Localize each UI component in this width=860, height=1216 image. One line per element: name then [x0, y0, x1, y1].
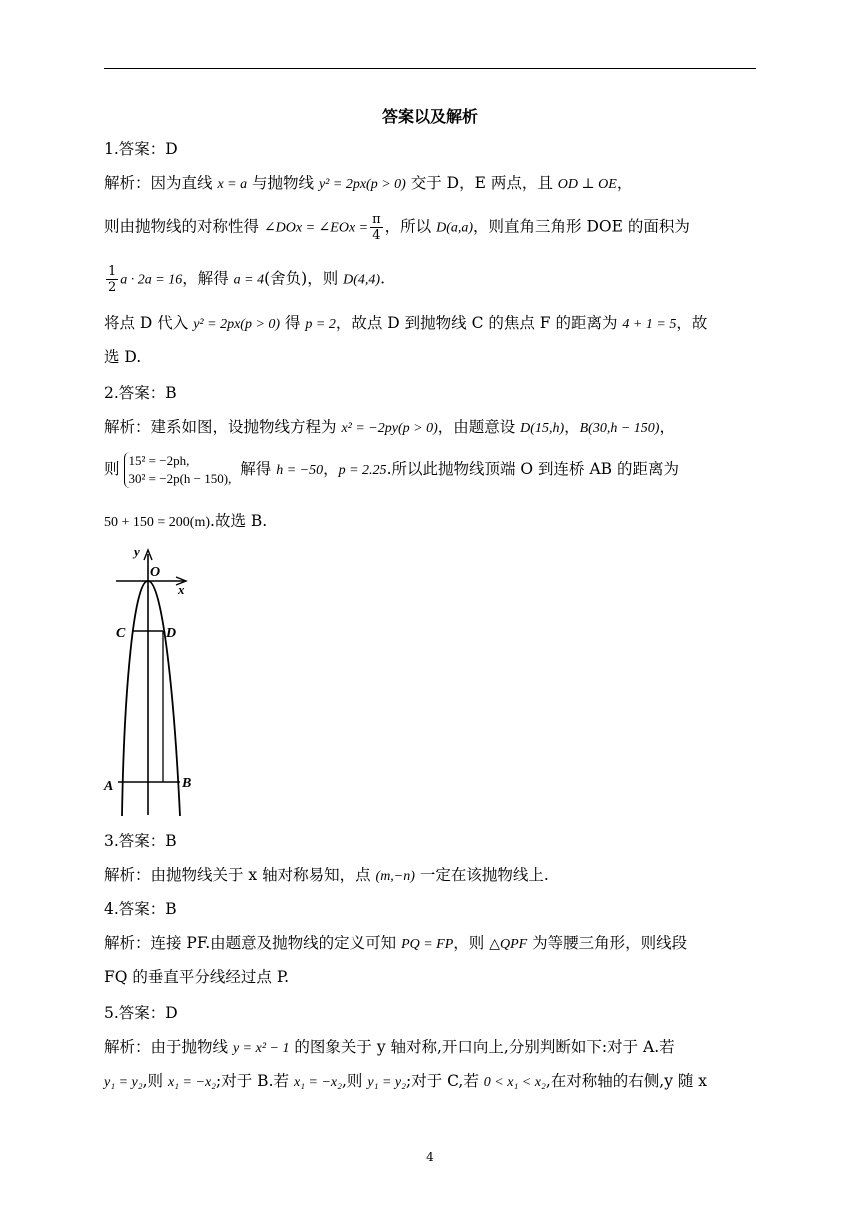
- fraction-one-half: $\frac{1}{2}$: [108, 264, 117, 295]
- q5-line2: y₁ = y₂,则 x₁ = −x₂;对于 B.若 x₁ = −x₂,则 y₁ = y₂;对于 C,若 0 < x₁ < x₂,在对称轴的右侧,y 随 x: [104, 1072, 708, 1090]
- q4-line2: FQ 的垂直平分线经过点 P.: [104, 968, 290, 986]
- q1-line3: $\frac{1}{2}$ a · 2a = 16，解得 a = 4(舍负)，则 D(4,4).: [108, 264, 386, 295]
- label-y: y: [134, 544, 140, 559]
- page-title: 答案以及解析: [381, 107, 478, 126]
- q1-line4: 将点 D 代入 y² = 2px(p > 0) 得 p = 2，故点 D 到抛物线 C 的焦点 F 的距离为 4 + 1 = 5，故: [104, 314, 708, 332]
- parabola-figure: [100, 540, 210, 820]
- q2-line1: 解析：建系如图，设抛物线方程为 x² = −2py(p > 0)，由题意设 D(15,h)，B(30,h − 150)，: [104, 418, 675, 436]
- q2-line2: 则 15² = −2ph, 30² = −2p(h − 150), 解得 h = −50，p = 2.25.所以此抛物线顶端 O 到连桥 AB 的距离为: [104, 453, 679, 486]
- q3-line1: 解析：由抛物线关于 x 轴对称易知，点 (m,−n) 一定在该抛物线上.: [104, 866, 549, 884]
- q1-line2: 则由抛物线的对称性得 ∠DOx = ∠EOx = $\frac{\pi}{4}$ ，所以 D(a,a)，则直角三角形 DOE 的面积为: [104, 212, 690, 243]
- q4-answer: 4.答案：B: [104, 900, 177, 918]
- label-d: D: [166, 626, 177, 641]
- q2-line3: 50 + 150 = 200(m).故选 B.: [104, 512, 268, 530]
- label-o: O: [150, 565, 161, 580]
- header-rule: [104, 68, 756, 69]
- equation-system: 15² = −2ph, 30² = −2p(h − 150),: [124, 452, 232, 488]
- label-x: x: [178, 582, 185, 597]
- q1-answer: 1.答案：D: [104, 140, 178, 158]
- q1-line1: 解析：因为直线 x = a 与抛物线 y² = 2px(p > 0) 交于 D，E 两点，且 OD ⊥ OE，: [104, 174, 633, 192]
- q2-answer: 2.答案：B: [104, 384, 177, 402]
- q5-line1: 解析：由于抛物线 y = x² − 1 的图象关于 y 轴对称,开口向上,分别判断如下:对于 A.若: [104, 1038, 675, 1056]
- label-a: A: [104, 779, 114, 794]
- label-c: C: [116, 626, 126, 641]
- parabola-curve-outline: [122, 581, 180, 816]
- fraction-pi-over-4: $\frac{\pi}{4}$: [372, 212, 381, 243]
- q4-line1: 解析：连接 PF.由题意及抛物线的定义可知 PQ = FP，则 △QPF 为等腰三角形，则线段: [104, 934, 688, 952]
- label-b: B: [182, 776, 192, 791]
- page-number: 4: [426, 1150, 434, 1164]
- q1-line5: 选 D.: [104, 348, 142, 366]
- q3-answer: 3.答案：B: [104, 832, 177, 850]
- q5-answer: 5.答案：D: [104, 1004, 178, 1022]
